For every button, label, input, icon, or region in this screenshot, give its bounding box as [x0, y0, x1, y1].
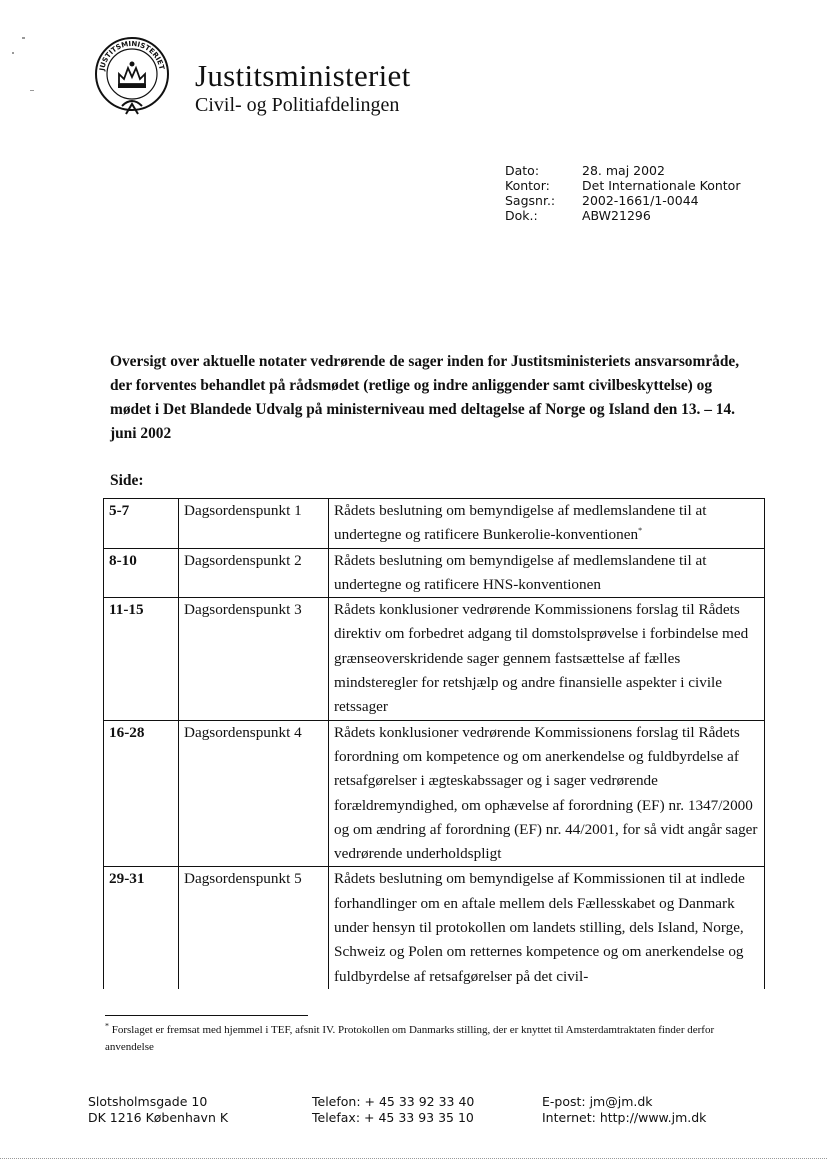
description-text: Rådets beslutning om bemyndigelse af medlemslandene til at undertegne og ratificere Bunkerolie-konventionen	[334, 502, 707, 544]
website: Internet: http://www.jm.dk	[542, 1109, 707, 1125]
organization-name: Justitsministeriet	[195, 58, 411, 93]
page-range: 16-28	[104, 720, 179, 867]
page-range: 5-7	[104, 499, 179, 549]
agenda-description	[329, 548, 765, 598]
side-label: Side:	[110, 472, 144, 489]
footer-contact	[542, 1094, 706, 1125]
footnote	[105, 1022, 745, 1056]
footnote-mark: *	[105, 1021, 109, 1031]
page-range: 29-31	[104, 867, 179, 989]
page-range: 8-10	[104, 548, 179, 598]
meta-label: Sagsnr.:	[505, 193, 556, 208]
agenda-table	[103, 498, 765, 989]
department-name: Civil- og Politiafdelingen	[195, 94, 400, 116]
seal-ring-text: JUSTITSMINISTERIET	[98, 39, 166, 72]
description-text: Rådets beslutning om bemyndigelse af medlemslandene til at undertegne og ratificere HNS-konventionen	[334, 551, 707, 593]
meta-row	[505, 163, 740, 178]
description-text: Rådets konklusioner vedrørende Kommissionens forslag til Rådets direktiv om forbedret adgang til domstolsprøvelse i forbindelse med grænseoverskridende sager gennem fastsættelse af fælles mindsteregler for retshjælp og andre finansielle aspekter i civile retssager	[334, 601, 749, 716]
footer-address	[88, 1094, 228, 1125]
scan-speck	[22, 37, 25, 39]
meta-label: Dok.:	[505, 208, 538, 223]
telefax: Telefax: + 45 33 93 35 10	[312, 1109, 474, 1125]
table-row	[104, 499, 765, 549]
agenda-description	[329, 720, 765, 867]
footnote-mark: *	[638, 526, 643, 536]
bottom-scan-edge	[0, 1158, 827, 1159]
agenda-description	[329, 499, 765, 549]
meta-label: Dato:	[505, 163, 540, 178]
table-row	[104, 720, 765, 867]
description-text: Rådets konklusioner vedrørende Kommissionens forslag til Rådets forordning om kompetence og om anerkendelse og fuldbyrdelse af retsafgørelser i ægteskabssager og i sager vedrørende forældremyndighed, om ophævelse af forordning (EF) nr. 1347/2000 og om ændring af forordning (EF) nr. 44/2001, for så vidt angår sager vedrørende underholdspligt	[334, 723, 758, 863]
email: E-post: jm@jm.dk	[542, 1094, 653, 1109]
page-range: 11-15	[104, 598, 179, 720]
agenda-description	[329, 598, 765, 720]
meta-value: 28. maj 2002	[582, 163, 665, 178]
footnote-text: Forslaget er fremsat med hjemmel i TEF, afsnit IV. Protokollen om Danmarks stilling, der er knyttet til Amsterdamtraktaten finder derfor anvendelse	[105, 1024, 715, 1053]
document-metadata	[505, 163, 740, 223]
meta-value: Det Internationale Kontor	[582, 178, 741, 193]
description-text: Rådets beslutning om bemyndigelse af Kommissionen til at indlede forhandlinger om en aftale mellem dels Fællesskabet og Danmark under hensyn til protokollen om landets stilling, dels Island, Norge, Schweiz og Polen om retternes kompetence og om anerkendelse og fuldbyrdelse af retsafgørelser på det civil-	[334, 870, 745, 985]
agenda-item: Dagsordenspunkt 2	[179, 548, 329, 598]
meta-label: Kontor:	[505, 178, 550, 193]
agenda-item: Dagsordenspunkt 4	[179, 720, 329, 867]
meta-row	[505, 178, 740, 193]
telephone: Telefon: + 45 33 92 33 40	[312, 1094, 475, 1109]
meta-row	[505, 208, 740, 223]
meta-value: ABW21296	[582, 208, 651, 223]
table-row	[104, 598, 765, 720]
meta-value: 2002-1661/1-0044	[582, 193, 699, 208]
postal-city: DK 1216 København K	[88, 1109, 229, 1125]
table-row	[104, 548, 765, 598]
agenda-item: Dagsordenspunkt 5	[179, 867, 329, 989]
scan-speck	[30, 90, 34, 91]
document-title: Oversigt over aktuelle notater vedrørende de sager inden for Justitsministeriets ansvarsområde, der forventes behandlet på rådsmødet (retlige og indre anliggender samt civilbeskyttelse) og mødet i Det Blandede Udvalg på ministerniveau med deltagelse af Norge og Island den 13. – 14. juni 2002	[110, 353, 740, 442]
crown-seal-icon	[92, 34, 172, 122]
table-row	[104, 867, 765, 989]
scan-speck	[12, 52, 14, 54]
agenda-description	[329, 867, 765, 989]
footnote-divider	[105, 1015, 308, 1016]
agenda-item: Dagsordenspunkt 1	[179, 499, 329, 549]
agenda-item: Dagsordenspunkt 3	[179, 598, 329, 720]
meta-row	[505, 193, 740, 208]
footer-phone	[312, 1094, 474, 1125]
street-address: Slotsholmsgade 10	[88, 1094, 208, 1109]
